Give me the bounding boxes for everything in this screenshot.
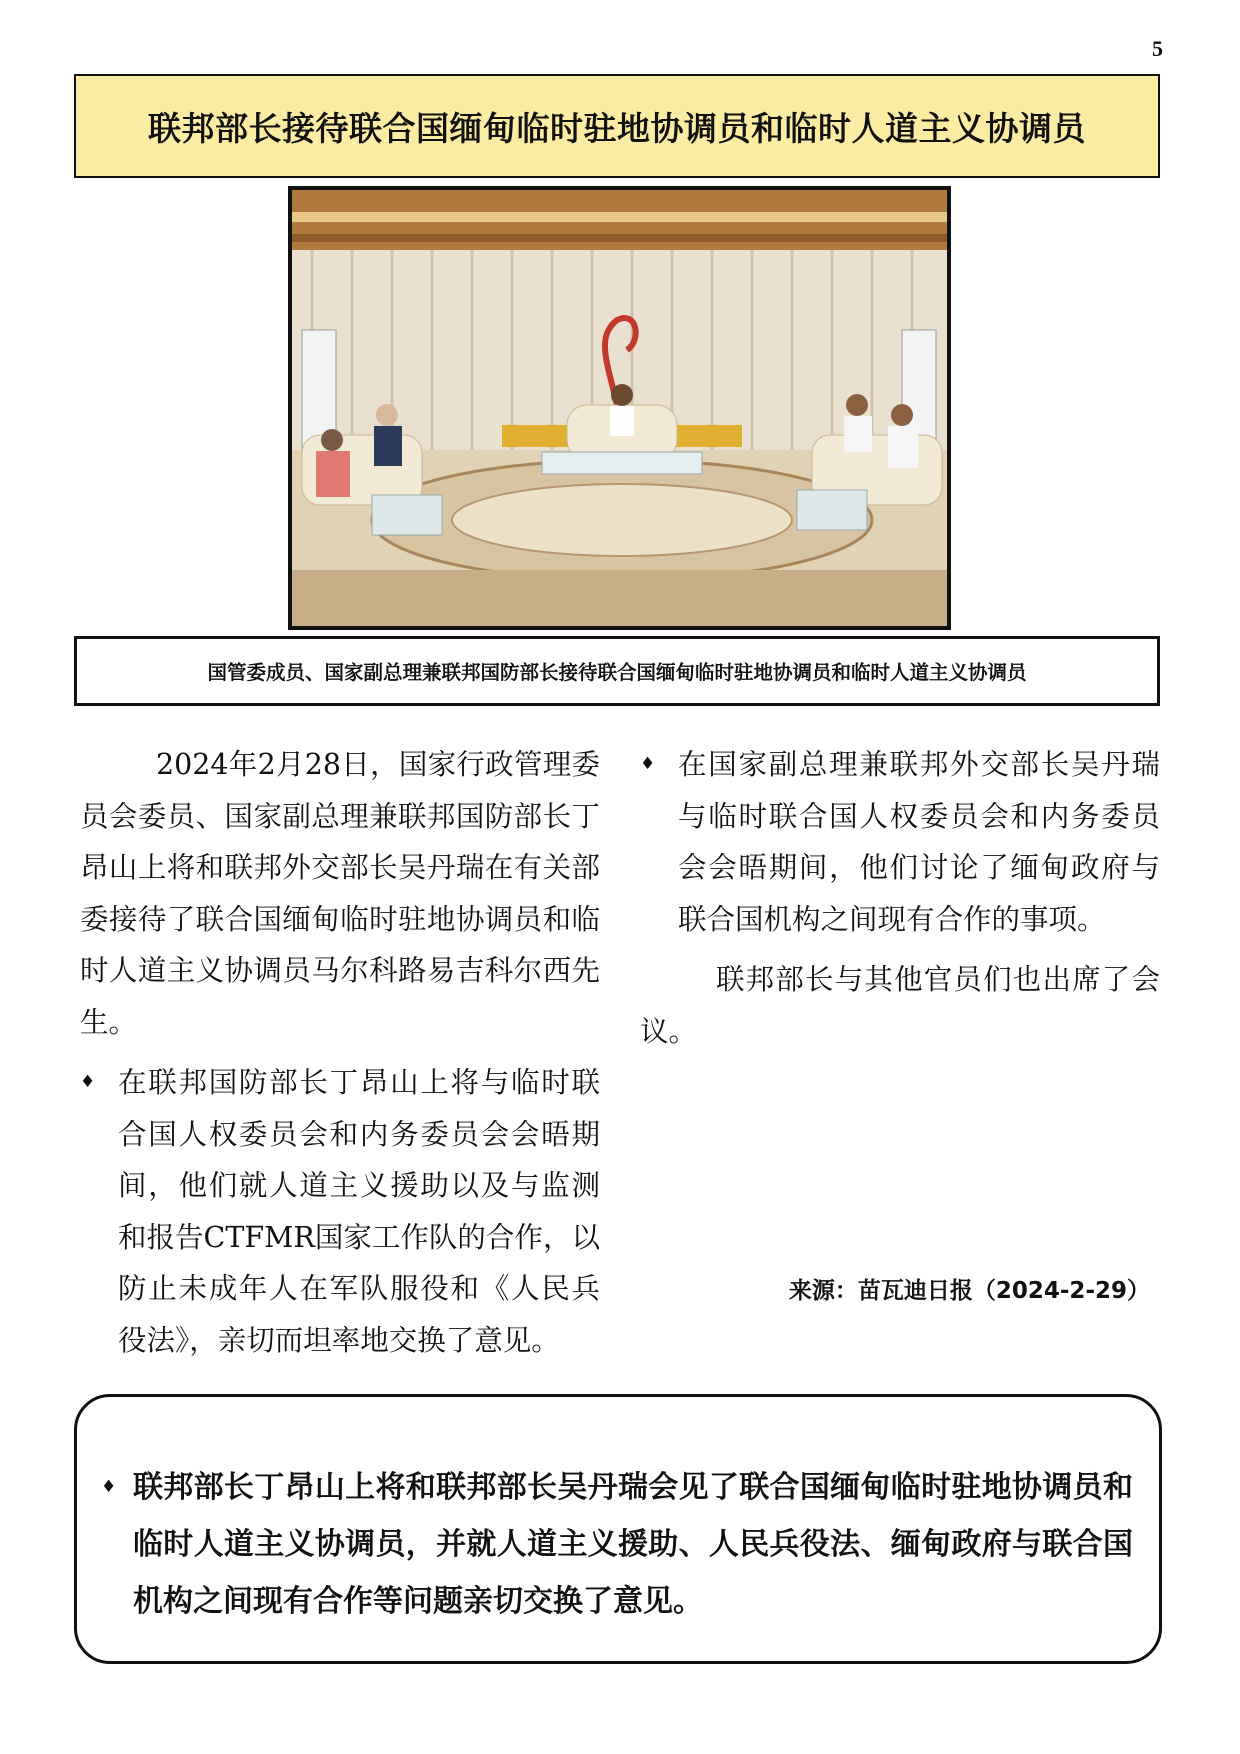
article-bullet-2 [640,739,1160,945]
page-number: 5 [1152,36,1163,61]
article-closing: 联邦部长与其他官员们也出席了会议。 [640,963,1160,1048]
photo-caption-box [74,636,1160,706]
source-citation: 来源：苗瓦迪日报（2024-2-29） [788,1278,1150,1304]
article-intro: 2024年2月28日，国家行政管理委员会委员、国家副总理兼联邦国防部长丁昂山上将和联邦外交部长吴丹瑞在有关部委接待了联合国缅甸临时驻地协调员和临时人道主义协调员马尔科路易吉科尔西先生。 [80,748,600,1039]
article-bullet-2-text: 在国家副总理兼联邦外交部长吴丹瑞与临时联合国人权委员会和内务委员会会晤期间，他们讨论了缅甸政府与联合国机构之间现有合作的事项。 [678,748,1160,936]
article-left-column [80,739,600,1366]
page-title: 联邦部长接待联合国缅甸临时驻地协调员和临时人道主义协调员 [148,108,1086,148]
diamond-bullet-icon: ♦ [640,754,656,774]
summary-box [74,1394,1162,1664]
article-right-column [640,739,1160,1057]
article-bullet-1 [80,1057,600,1366]
photo-caption: 国管委成员、国家副总理兼联邦国防部长接待联合国缅甸临时驻地协调员和临时人道主义协调员 [207,661,1027,684]
article-bullet-1-text: 在联邦国防部长丁昂山上将与临时联合国人权委员会和内务委员会会晤期间，他们就人道主义援助以及与监测和报告CTFMR国家工作队的合作，以防止未成年人在军队服役和《人民兵役法》，亲切而坦率地交换了意见。 [118,1066,600,1357]
diamond-bullet-icon: ♦ [80,1072,96,1092]
summary-text: 联邦部长丁昂山上将和联邦部长吴丹瑞会见了联合国缅甸临时驻地协调员和临时人道主义协调员，并就人道主义援助、人民兵役法、缅甸政府与联合国机构之间现有合作等问题亲切交换了意见。 [133,1470,1133,1619]
title-banner [74,74,1160,178]
meeting-photo-illustration [292,190,947,626]
meeting-photo [288,186,951,630]
diamond-bullet-icon: ♦ [101,1477,117,1497]
